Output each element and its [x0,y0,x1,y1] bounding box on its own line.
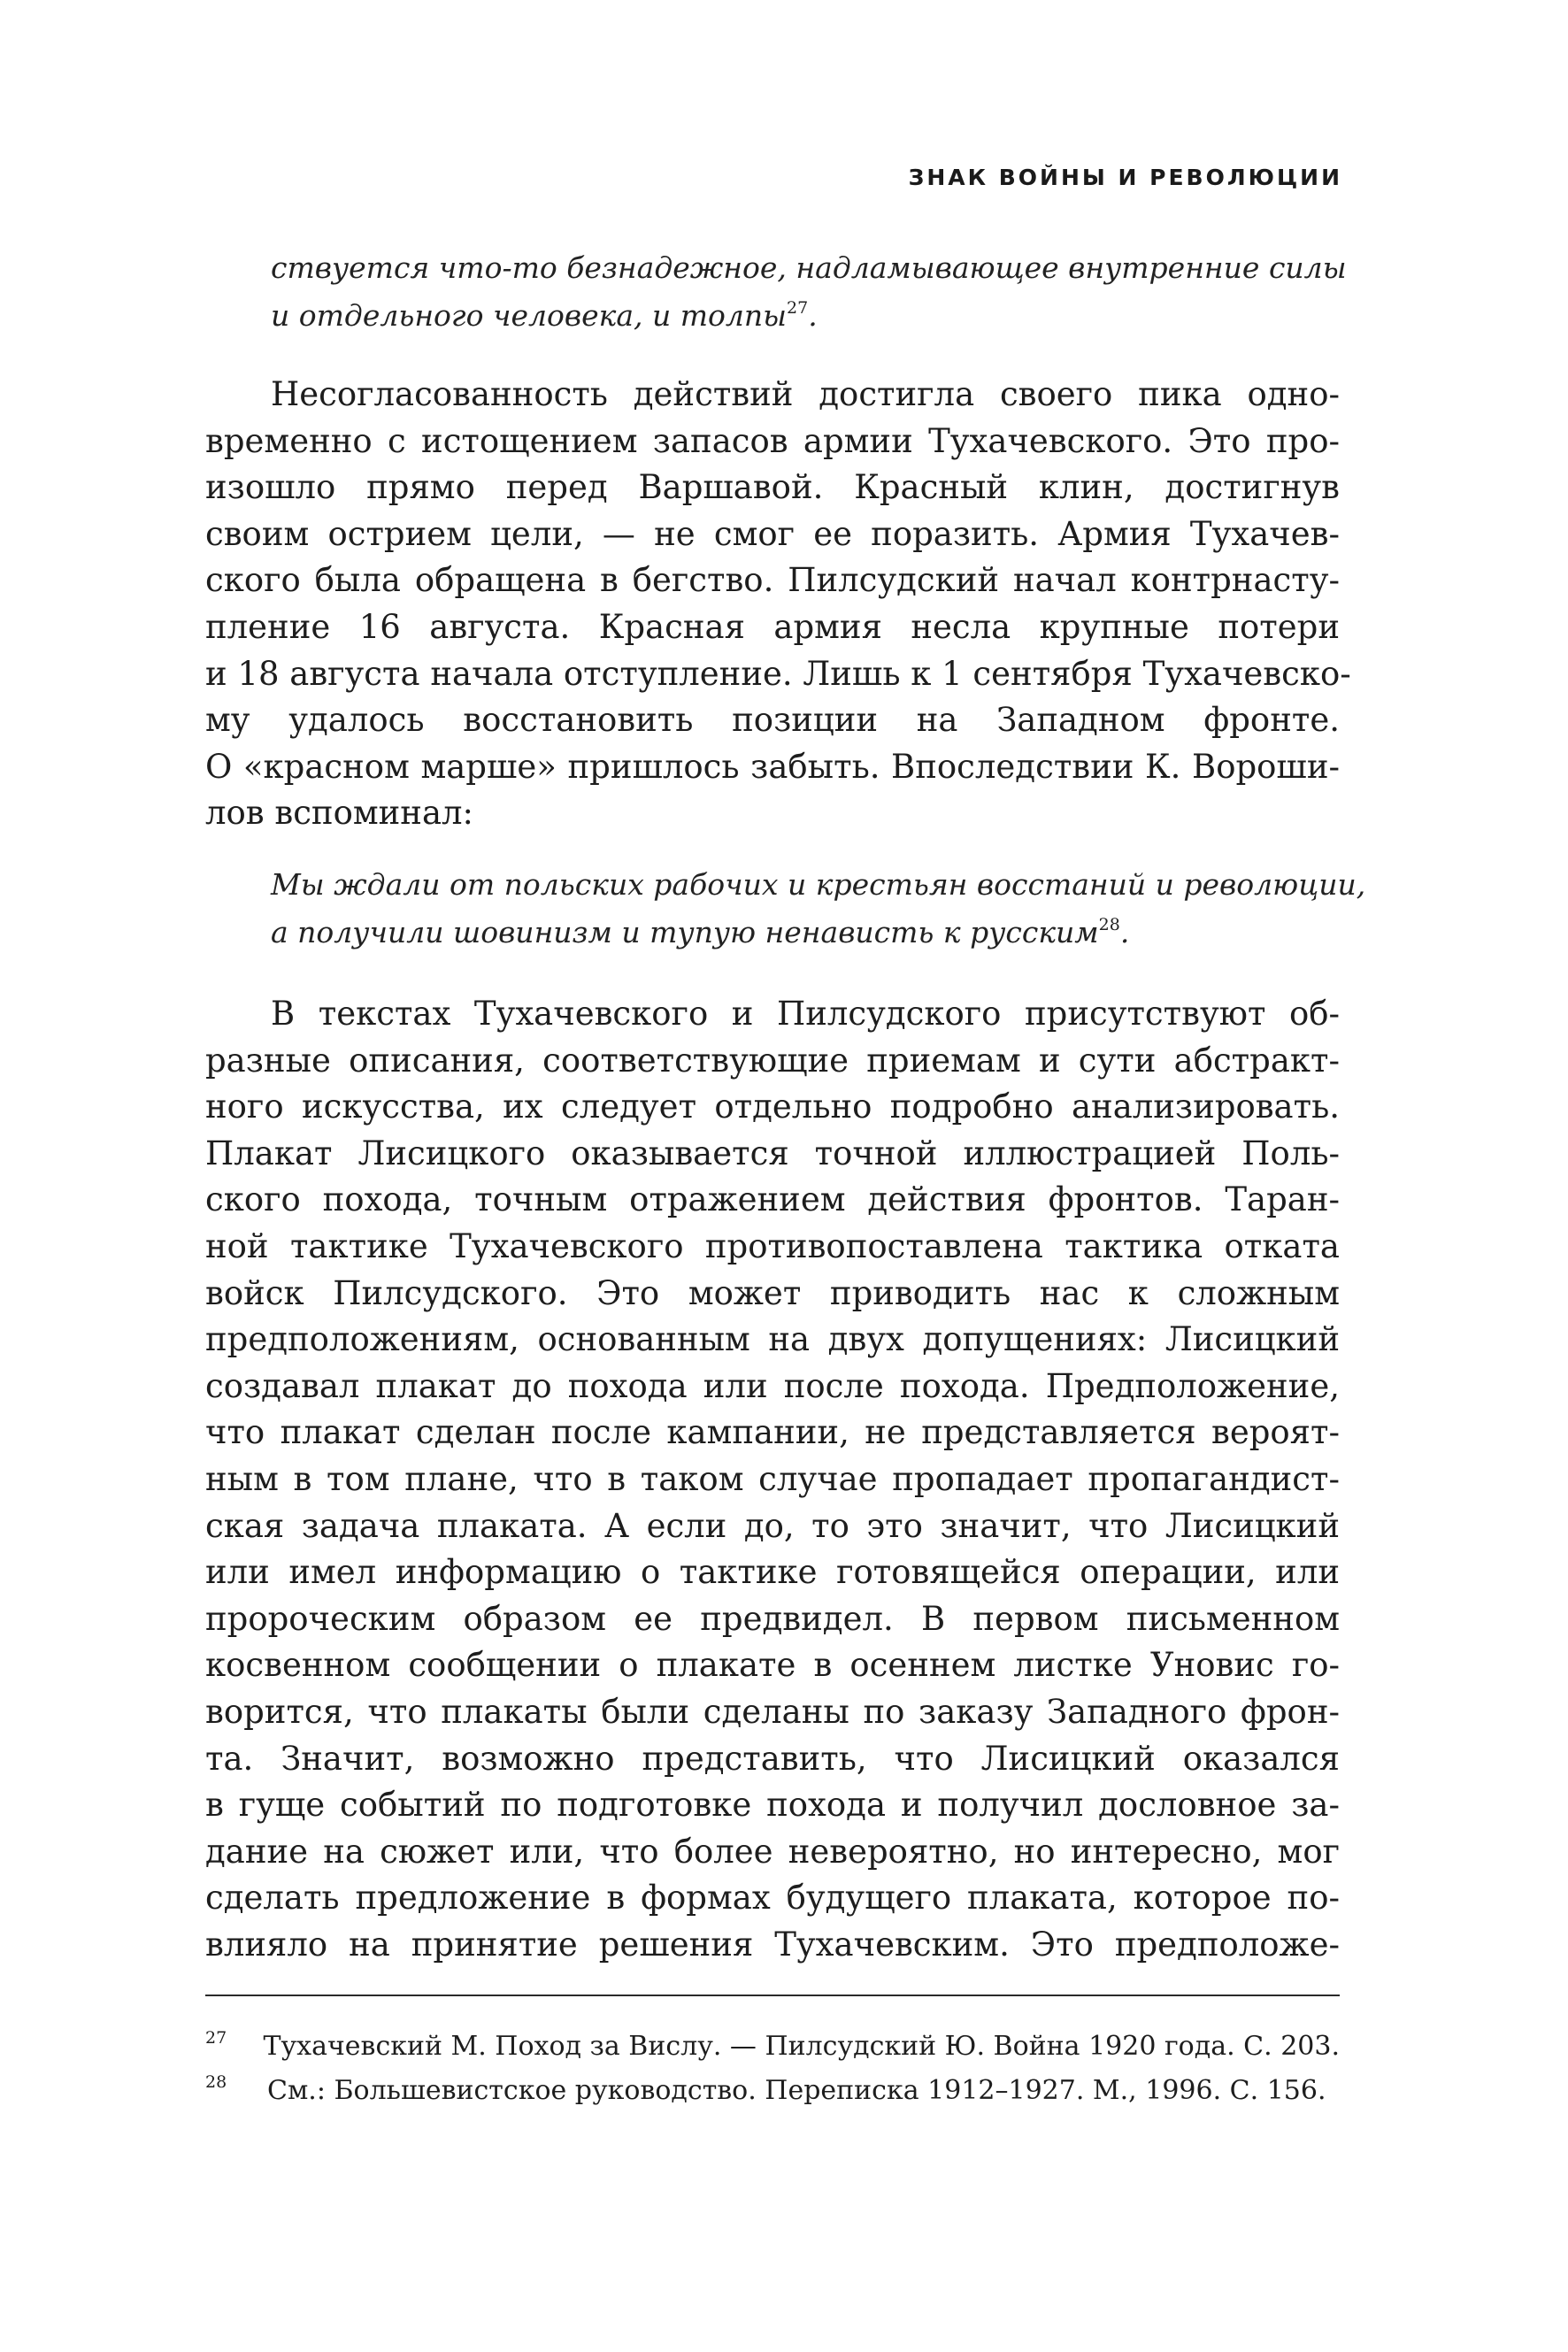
paragraph-line: дание на сюжет или, что более невероятно, но интересно, мог [205,1832,1340,1871]
quote-line-text: а получили шовинизм и тупую ненависть к русским [271,915,1099,949]
footnote-ref-28[interactable]: 28 [1098,915,1120,934]
paragraph-line: ского была обращена в бегство. Пилсудский начал контрнасту- [205,561,1340,600]
footnote-number: 27 [205,2028,227,2048]
footnote-ref-27[interactable]: 27 [787,298,809,318]
paragraph-line: Плакат Лисицкого оказывается точной иллюстрацией Поль- [205,1134,1340,1172]
paragraph-line: разные описания, соответствующие приемам и сути абстракт- [205,1041,1340,1080]
paragraph-line: временно с истощением запасов армии Тухачевского. Это про- [205,421,1340,460]
paragraph-line: своим острием цели, — не смог ее поразить. Армия Тухачев- [205,514,1340,553]
paragraph-line: косвенном сообщении о плакате в осеннем листке Уновис го- [205,1646,1340,1685]
footnote-text: Тухачевский М. Поход за Вислу. — Пилсудский Ю. Война 1920 года. С. 203. [263,2031,1340,2062]
paragraph-line: войск Пилсудского. Это может приводить нас к сложным [205,1273,1340,1312]
quote-line: Мы ждали от польских рабочих и крестьян восстаний и революции, [271,867,1366,902]
footnote-number: 28 [205,2072,227,2092]
paragraph-line: в гуще событий по подготовке похода и получил дословное за- [205,1786,1340,1825]
quote-line-text: и отдельного человека, и толпы [271,298,788,333]
paragraph-1 [205,372,1351,837]
paragraph-line: ского похода, точным отражением действия фронтов. Таран- [205,1180,1340,1219]
paragraph-line: сделать предложение в формах будущего плаката, которое по- [205,1879,1340,1918]
paragraph-line: О «красном марше» пришлось забыть. Впоследствии К. Вороши- [205,747,1340,786]
paragraph-line: лов вспоминал: [205,794,473,833]
paragraph-line: Несогласованность действий достигла своего пика одно- [271,375,1340,413]
block-quote-2 [271,861,1366,957]
quote-line: ствуется что-то безнадежное, надламывающее внутренние силы [271,250,1347,285]
paragraph-line: влияло на принятие решения Тухачевским. Это предположе- [205,1925,1340,1964]
paragraph-line: ворится, что плакаты были сделаны по заказу Западного фрон- [205,1692,1340,1731]
paragraph-line: му удалось восстановить позиции на Западном фронте. [205,701,1340,740]
paragraph-line: изошло прямо перед Варшавой. Красный клин, достигнув [205,468,1340,507]
paragraph-line: или имел информацию о тактике готовящейся операции, или [205,1553,1340,1592]
paragraph-line: В текстах Тухачевского и Пилсудского присутствуют об- [271,995,1340,1033]
paragraph-line: ным в том плане, что в таком случае пропадает пропагандист- [205,1459,1340,1498]
paragraph-line: пление 16 августа. Красная армия несла крупные потери [205,607,1340,646]
footnote-27 [205,2025,1340,2069]
paragraph-line: ного искусства, их следует отдельно подробно анализировать. [205,1088,1340,1126]
paragraph-line: и 18 августа начала отступление. Лишь к 1 сентября Тухачевско- [205,654,1351,693]
footnotes [205,2025,1340,2113]
paragraph-line: ной тактике Тухачевского противопоставлена тактика отката [205,1226,1340,1265]
quote-trailing: . [808,298,818,333]
running-head: ЗНАК ВОЙНЫ И РЕВОЛЮЦИИ [908,165,1342,190]
block-quote-1 [271,244,1347,340]
quote-line [271,909,1340,957]
paragraph-line: что плакат сделан после кампании, не представляется вероят- [205,1413,1340,1452]
footnote-divider [205,1995,1340,1996]
quote-trailing: . [1119,915,1130,949]
paragraph-line: предположениям, основанным на двух допущениях: Лисицкий [205,1320,1340,1359]
footnote-text: См.: Большевистское руководство. Переписка 1912–1927. М., 1996. С. 156. [267,2075,1326,2106]
paragraph-line: та. Значит, возможно представить, что Лисицкий оказался [205,1739,1340,1778]
quote-line [271,292,1340,340]
paragraph-line: создавал плакат до похода или после похода. Предположение, [205,1366,1340,1405]
paragraph-line: пророческим образом ее предвидел. В первом письменном [205,1599,1340,1638]
paragraph-line: ская задача плаката. А если до, то это значит, что Лисицкий [205,1506,1340,1545]
footnote-28 [205,2069,1340,2113]
paragraph-2 [205,991,1340,1968]
